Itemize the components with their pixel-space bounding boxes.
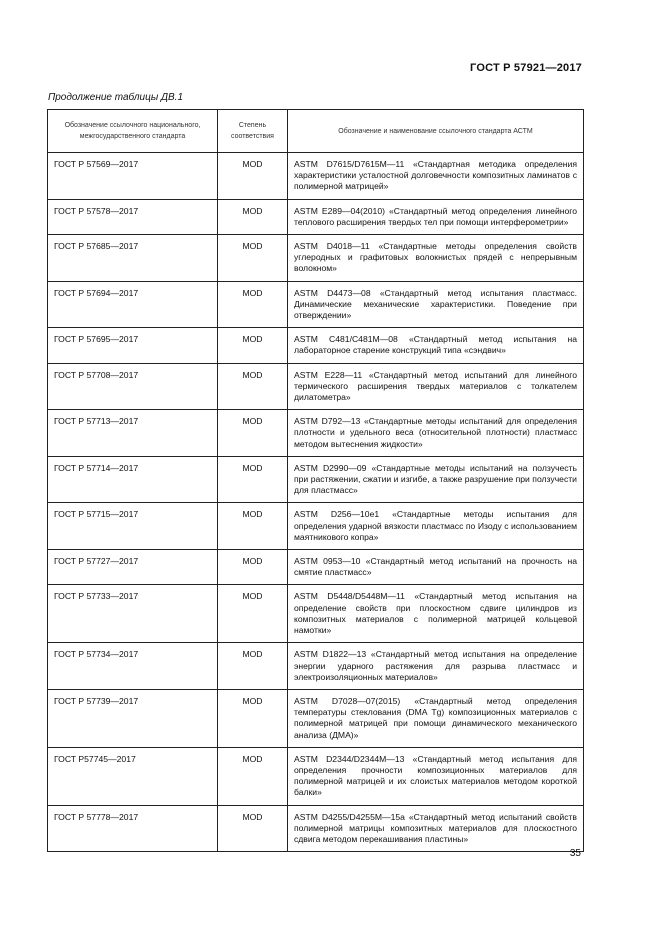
astm-standard-cell: ASTM D792—13 «Стандартные методы испытаний для определения плотности и удельного веса (относительной плотности) пластмасс методом вытеснения жидкости» [288, 410, 584, 457]
table-row [48, 199, 584, 234]
table-header-row [48, 110, 584, 153]
national-standard-cell: ГОСТ Р 57778—2017 [48, 805, 218, 852]
national-standard-cell: ГОСТ Р 57578—2017 [48, 199, 218, 234]
table-row [48, 585, 584, 643]
table-row [48, 281, 584, 328]
national-standard-cell: ГОСТ Р 57713—2017 [48, 410, 218, 457]
national-standard-cell: ГОСТ Р 57569—2017 [48, 153, 218, 200]
astm-standard-cell: ASTM D2344/D2344M—13 «Стандартный метод испытания для определения прочности композиционных материалов для полимерной матрицей и их слоистых материалов методом короткой балки» [288, 747, 584, 805]
column-header-astm-standard: Обозначение и наименование ссылочного стандарта АСТМ [288, 110, 584, 153]
degree-cell: MOD [218, 328, 288, 363]
astm-standard-cell: ASTM D4255/D4255M—15a «Стандартный метод испытаний свойств полимерной матрицы композитных материалов для плоскостного сдвига методом перекашивания пластины» [288, 805, 584, 852]
table-row [48, 363, 584, 410]
degree-cell: MOD [218, 199, 288, 234]
astm-standard-cell: ASTM E228—11 «Стандартный метод испытаний для линейного термического расширения твердых материалов с толкателем дилатометра» [288, 363, 584, 410]
astm-standard-cell: ASTM D4473—08 «Стандартный метод испытания пластмасс. Динамические механические характеристики. Поведение при отверждении» [288, 281, 584, 328]
national-standard-cell: ГОСТ Р 57685—2017 [48, 235, 218, 282]
degree-cell: MOD [218, 643, 288, 690]
table-row [48, 410, 584, 457]
table-row [48, 689, 584, 747]
national-standard-cell: ГОСТ Р 57714—2017 [48, 456, 218, 503]
astm-standard-cell: ASTM D1822—13 «Стандартный метод испытания на определение энергии ударного растяжения для разрыва пластмасс и электроизоляционных материалов» [288, 643, 584, 690]
national-standard-cell: ГОСТ Р 57733—2017 [48, 585, 218, 643]
astm-standard-cell: ASTM D7028—07(2015) «Стандартный метод определения температуры стеклования (DMA Tg) композиционных материалов с полимерной матрицей при помощи динамического механического анализа (ДМА)» [288, 689, 584, 747]
degree-cell: MOD [218, 153, 288, 200]
degree-cell: MOD [218, 550, 288, 585]
degree-cell: MOD [218, 805, 288, 852]
column-header-national-standard: Обозначение ссылочного национального, межгосударственного стандарта [48, 110, 218, 153]
degree-cell: MOD [218, 410, 288, 457]
table-row [48, 328, 584, 363]
national-standard-cell: ГОСТ Р 57694—2017 [48, 281, 218, 328]
degree-cell: MOD [218, 235, 288, 282]
degree-cell: MOD [218, 503, 288, 550]
astm-standard-cell: ASTM C481/C481M—08 «Стандартный метод испытания на лабораторное старение конструкций типа «сэндвич» [288, 328, 584, 363]
table-row [48, 550, 584, 585]
table-row [48, 456, 584, 503]
national-standard-cell: ГОСТ Р 57695—2017 [48, 328, 218, 363]
astm-standard-cell: ASTM D7615/D7615M—11 «Стандартная методика определения характеристики усталостной долговечности композитных ламинатов с полимерной матрицей» [288, 153, 584, 200]
national-standard-cell: ГОСТ Р 57727—2017 [48, 550, 218, 585]
degree-cell: MOD [218, 747, 288, 805]
astm-standard-cell: ASTM 0953—10 «Стандартный метод испытаний на прочность на смятие пластмасс» [288, 550, 584, 585]
national-standard-cell: ГОСТ Р 57734—2017 [48, 643, 218, 690]
degree-cell: MOD [218, 456, 288, 503]
astm-standard-cell: ASTM D256—10e1 «Стандартные методы испытания для определения ударной вязкости пластмасс по Изоду с использованием маятникового копра» [288, 503, 584, 550]
degree-cell: MOD [218, 585, 288, 643]
astm-standard-cell: ASTM D4018—11 «Стандартные методы определения свойств углеродных и графитовых волокнистых прядей с непрерывным волокном» [288, 235, 584, 282]
table-row [48, 747, 584, 805]
table-row [48, 503, 584, 550]
table-row [48, 235, 584, 282]
reference-standards-table [47, 109, 584, 852]
astm-standard-cell: ASTM D2990—09 «Стандартные методы испытаний на ползучесть при растяжении, сжатии и изгибе, а также разрушение при ползучести для пластмасс» [288, 456, 584, 503]
astm-standard-cell: ASTM E289—04(2010) «Стандартный метод определения линейного теплового расширения твердых тел при помощи интерферометрии» [288, 199, 584, 234]
astm-standard-cell: ASTM D5448/D5448M—11 «Стандартный метод испытания на определение свойств при плоскостном сдвиге цилиндров из композитных материалов с полимерной матрицей кольцевой намотки» [288, 585, 584, 643]
degree-cell: MOD [218, 363, 288, 410]
national-standard-cell: ГОСТ Р 57739—2017 [48, 689, 218, 747]
degree-cell: MOD [218, 689, 288, 747]
table-row [48, 643, 584, 690]
document-code: ГОСТ Р 57921—2017 [470, 62, 582, 74]
column-header-degree: Степень соответствия [218, 110, 288, 153]
table-row [48, 805, 584, 852]
national-standard-cell: ГОСТ Р 57715—2017 [48, 503, 218, 550]
national-standard-cell: ГОСТ Р57745—2017 [48, 747, 218, 805]
table-caption: Продолжение таблицы ДВ.1 [48, 92, 184, 103]
degree-cell: MOD [218, 281, 288, 328]
national-standard-cell: ГОСТ Р 57708—2017 [48, 363, 218, 410]
table-row [48, 153, 584, 200]
page-number: 35 [569, 848, 581, 859]
